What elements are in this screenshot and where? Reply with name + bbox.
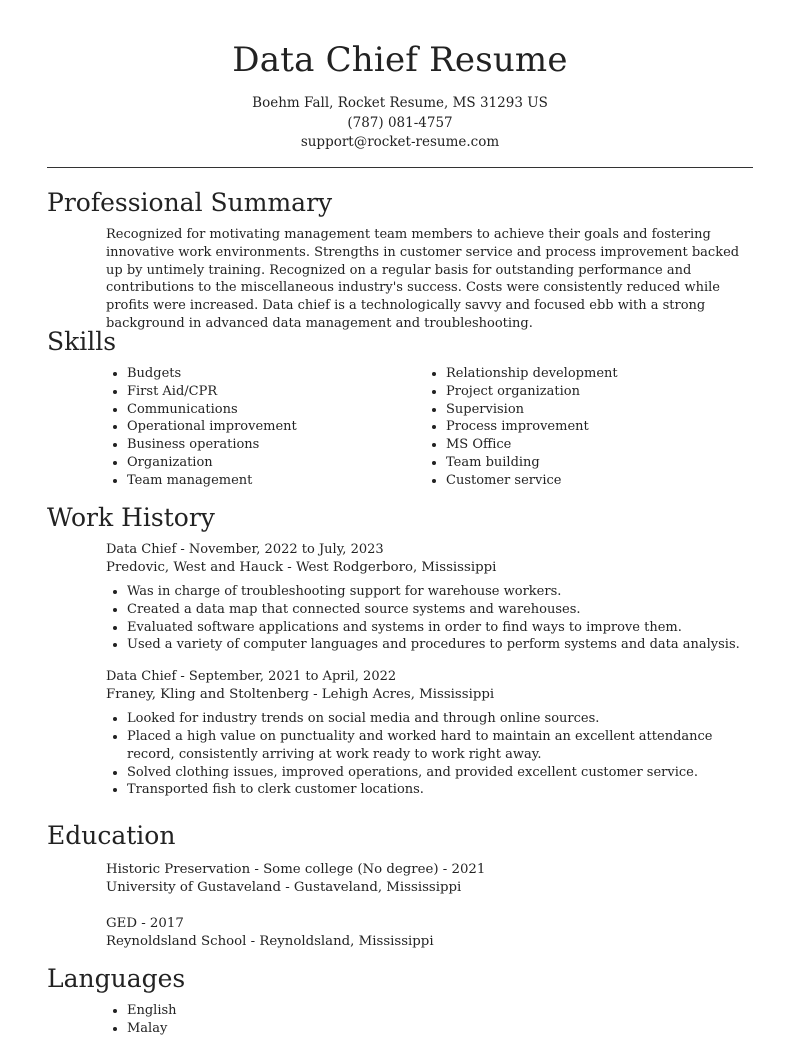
job-bullet: • Created a data map that connected source systems and warehouses. [127,601,753,619]
job-bullet: • Transported fish to clerk customer locations. [127,781,753,799]
languages-section [47,964,753,1038]
summary-heading: Professional Summary [47,188,333,217]
summary-text: Recognized for motivating management team members to achieve their goals and fostering innovative work environments. Strengths in customer service and process improvement backed up by untimely training. Recognized on a regular basis for outstanding performance and contributions to the miscellaneous industry's success. Costs were consistently reduced while profits were increased. Data chief is a technologically savvy and focused ebb with a strong background in advanced data management and troubleshooting. [106,227,740,331]
job-bullet: • Used a variety of computer languages and procedures to perform systems and data analysis. [127,636,753,654]
job-entry [106,541,753,654]
job-title: Data Chief - September, 2021 to April, 2022 [106,669,397,685]
job-bullet: • Solved clothing issues, improved operations, and provided excellent customer service. [127,764,753,782]
language-item: • Malay [127,1020,753,1038]
education-degree: Historic Preservation - Some college (No degree) - 2021 [106,862,486,877]
skill-item: • Customer service [446,472,744,490]
education-school: University of Gustaveland - Gustaveland, Mississippi [106,880,462,895]
job-title: Data Chief - November, 2022 to July, 2023 [106,542,384,557]
education-section [47,821,753,951]
languages-heading: Languages [47,964,186,993]
skills-heading: Skills [47,327,117,356]
skill-item: • Communications [127,401,425,419]
skill-item: • Operational improvement [127,418,425,436]
skills-grid [106,365,753,490]
job-entry [106,668,753,799]
skills-column-right [425,365,744,490]
education-entry [106,915,753,951]
header-divider [47,167,753,168]
skill-item: • MS Office [446,436,744,454]
contact-info [0,94,800,153]
skills-section [47,327,753,490]
skill-item: • Organization [127,454,425,472]
education-school: Reynoldsland School - Reynoldsland, Mississippi [106,934,434,949]
skill-item: • Business operations [127,436,425,454]
skill-item: • Supervision [446,401,744,419]
skill-item: • Team management [127,472,425,490]
skill-item: • Budgets [127,365,425,383]
skill-item: • Relationship development [446,365,744,383]
job-bullet: • Placed a high value on punctuality and worked hard to maintain an excellent attendance record, consistently arriving at work ready to work right away. [127,728,753,764]
contact-address: Boehm Fall, Rocket Resume, MS 31293 US [252,95,548,111]
job-company: Predovic, West and Hauck - West Rodgerboro, Mississippi [106,560,497,575]
work-history-heading: Work History [47,503,215,532]
education-entry [106,861,753,897]
contact-phone: (787) 081-4757 [347,114,453,131]
skill-item: • First Aid/CPR [127,383,425,401]
summary-section [47,188,753,333]
skill-item: • Team building [446,454,744,472]
work-history-section [47,503,753,799]
job-bullet: • Looked for industry trends on social media and through online sources. [127,710,753,728]
education-heading: Education [47,821,176,850]
job-company: Franey, Kling and Stoltenberg - Lehigh Acres, Mississippi [106,687,495,703]
education-degree: GED - 2017 [106,916,184,931]
skills-column-left [106,365,425,490]
contact-email: support@rocket-resume.com [300,134,500,150]
resume-header [0,0,800,153]
skill-item: • Process improvement [446,418,744,436]
job-bullet: • Was in charge of troubleshooting support for warehouse workers. [127,583,753,601]
skill-item: • Project organization [446,383,744,401]
job-bullet: • Evaluated software applications and systems in order to find ways to improve them. [127,619,753,637]
language-item: • English [127,1002,753,1020]
page-title: Data Chief Resume [232,40,568,80]
